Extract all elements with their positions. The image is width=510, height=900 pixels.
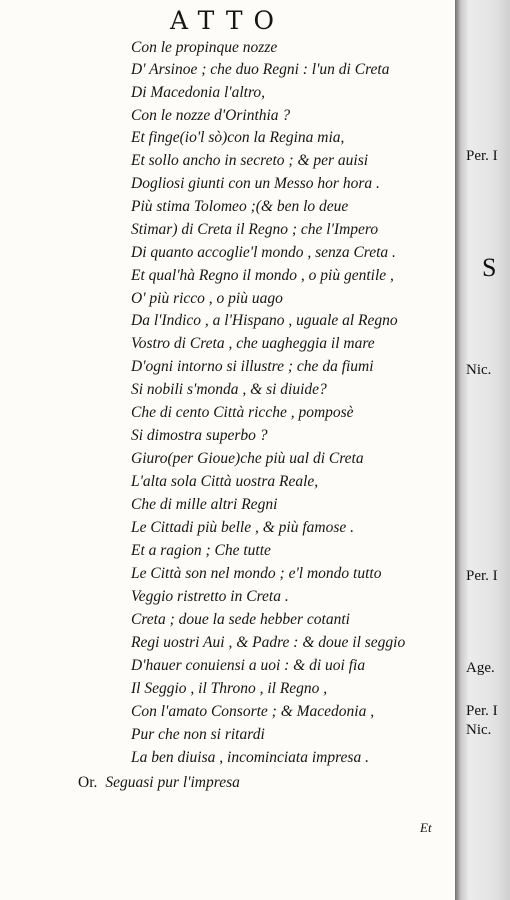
verse-line: Et finge(io'l sò)con la Regina mia, [131,129,345,146]
verse-line: Regi uostri Aui , & Padre : & doue il seggio [131,634,406,651]
verse-line: Pur che non si ritardi [131,726,265,743]
verse-line: Si dimostra superbo ? [131,427,268,444]
verse-line: Et sollo ancho in secreto ; & per auisi [131,152,369,169]
verse-line: Il Seggio , il Throno , il Regno , [131,680,328,697]
verse-line: D'ogni intorno si illustre ; che da fiumi [131,358,374,375]
verse-line: Et a ragion ; Che tutte [131,542,271,559]
verse-line: Con le propinque nozze [131,39,278,56]
verse-text: Seguasi pur l'impresa [105,774,240,791]
verse-line: Stimar) di Creta il Regno ; che l'Impero [131,221,379,238]
verse-line: Et qual'hà Regno il mondo , o più gentile , [131,267,394,284]
verse-line: Con l'amato Consorte ; & Macedonia , [131,703,375,720]
verse-line: Di Macedonia l'altro, [131,84,266,101]
neighbor-speaker-label: Per. I [466,703,498,719]
verse-line: D'hauer conuiensi a uoi : & di uoi fia [131,657,366,674]
catchword: Et [420,820,432,835]
verse-line: Che di mille altri Regni [131,496,278,513]
verse-line: Giuro(per Gioue)che più ual di Creta [131,450,364,467]
verse-line: Vostro di Creta , che uagheggia il mare [131,335,375,352]
verse-line: Le Cittadi più belle , & più famose . [131,519,355,536]
verse-line: Veggio ristretto in Creta . [131,588,289,605]
neighbor-speaker-label: Nic. [466,722,492,738]
verse-line: O' più ricco , o più uago [131,290,283,307]
verse-line-last [78,775,240,791]
page-header: ATTO [170,6,285,35]
verse-line: D' Arsinoe ; che duo Regni : l'un di Creta [131,61,390,78]
neighbor-speaker-label: Per. I [466,568,498,584]
verse-line: Più stima Tolomeo ;(& ben lo deue [131,198,349,215]
neighbor-speaker-label: Age. [466,660,495,676]
neighbor-speaker-label: Nic. [466,362,492,378]
neighbor-initial: S [482,253,497,282]
verse-line: Di quanto accoglie'l mondo , senza Creta . [131,244,396,261]
verse-line: Le Città son nel mondo ; e'l mondo tutto [131,565,382,582]
verse-line: L'alta sola Città uostra Reale, [131,473,319,490]
book-gutter [455,0,510,900]
verse-line: Creta ; doue la sede hebber cotanti [131,611,350,628]
verse-line: Che di cento Città ricche , pomposè [131,404,354,421]
verse-line: Dogliosi giunti con un Messo hor hora . [131,175,380,192]
verse-line: Si nobili s'monda , & si diuide? [131,381,327,398]
verse-line: Da l'Indico , a l'Hispano , uguale al Regno [131,312,398,329]
verse-line: Con le nozze d'Orinthia ? [131,107,291,124]
speaker-label: Or. [78,774,98,791]
verse-line: La ben diuisa , incominciata impresa . [131,749,369,766]
neighbor-speaker-label: Per. I [466,148,498,164]
